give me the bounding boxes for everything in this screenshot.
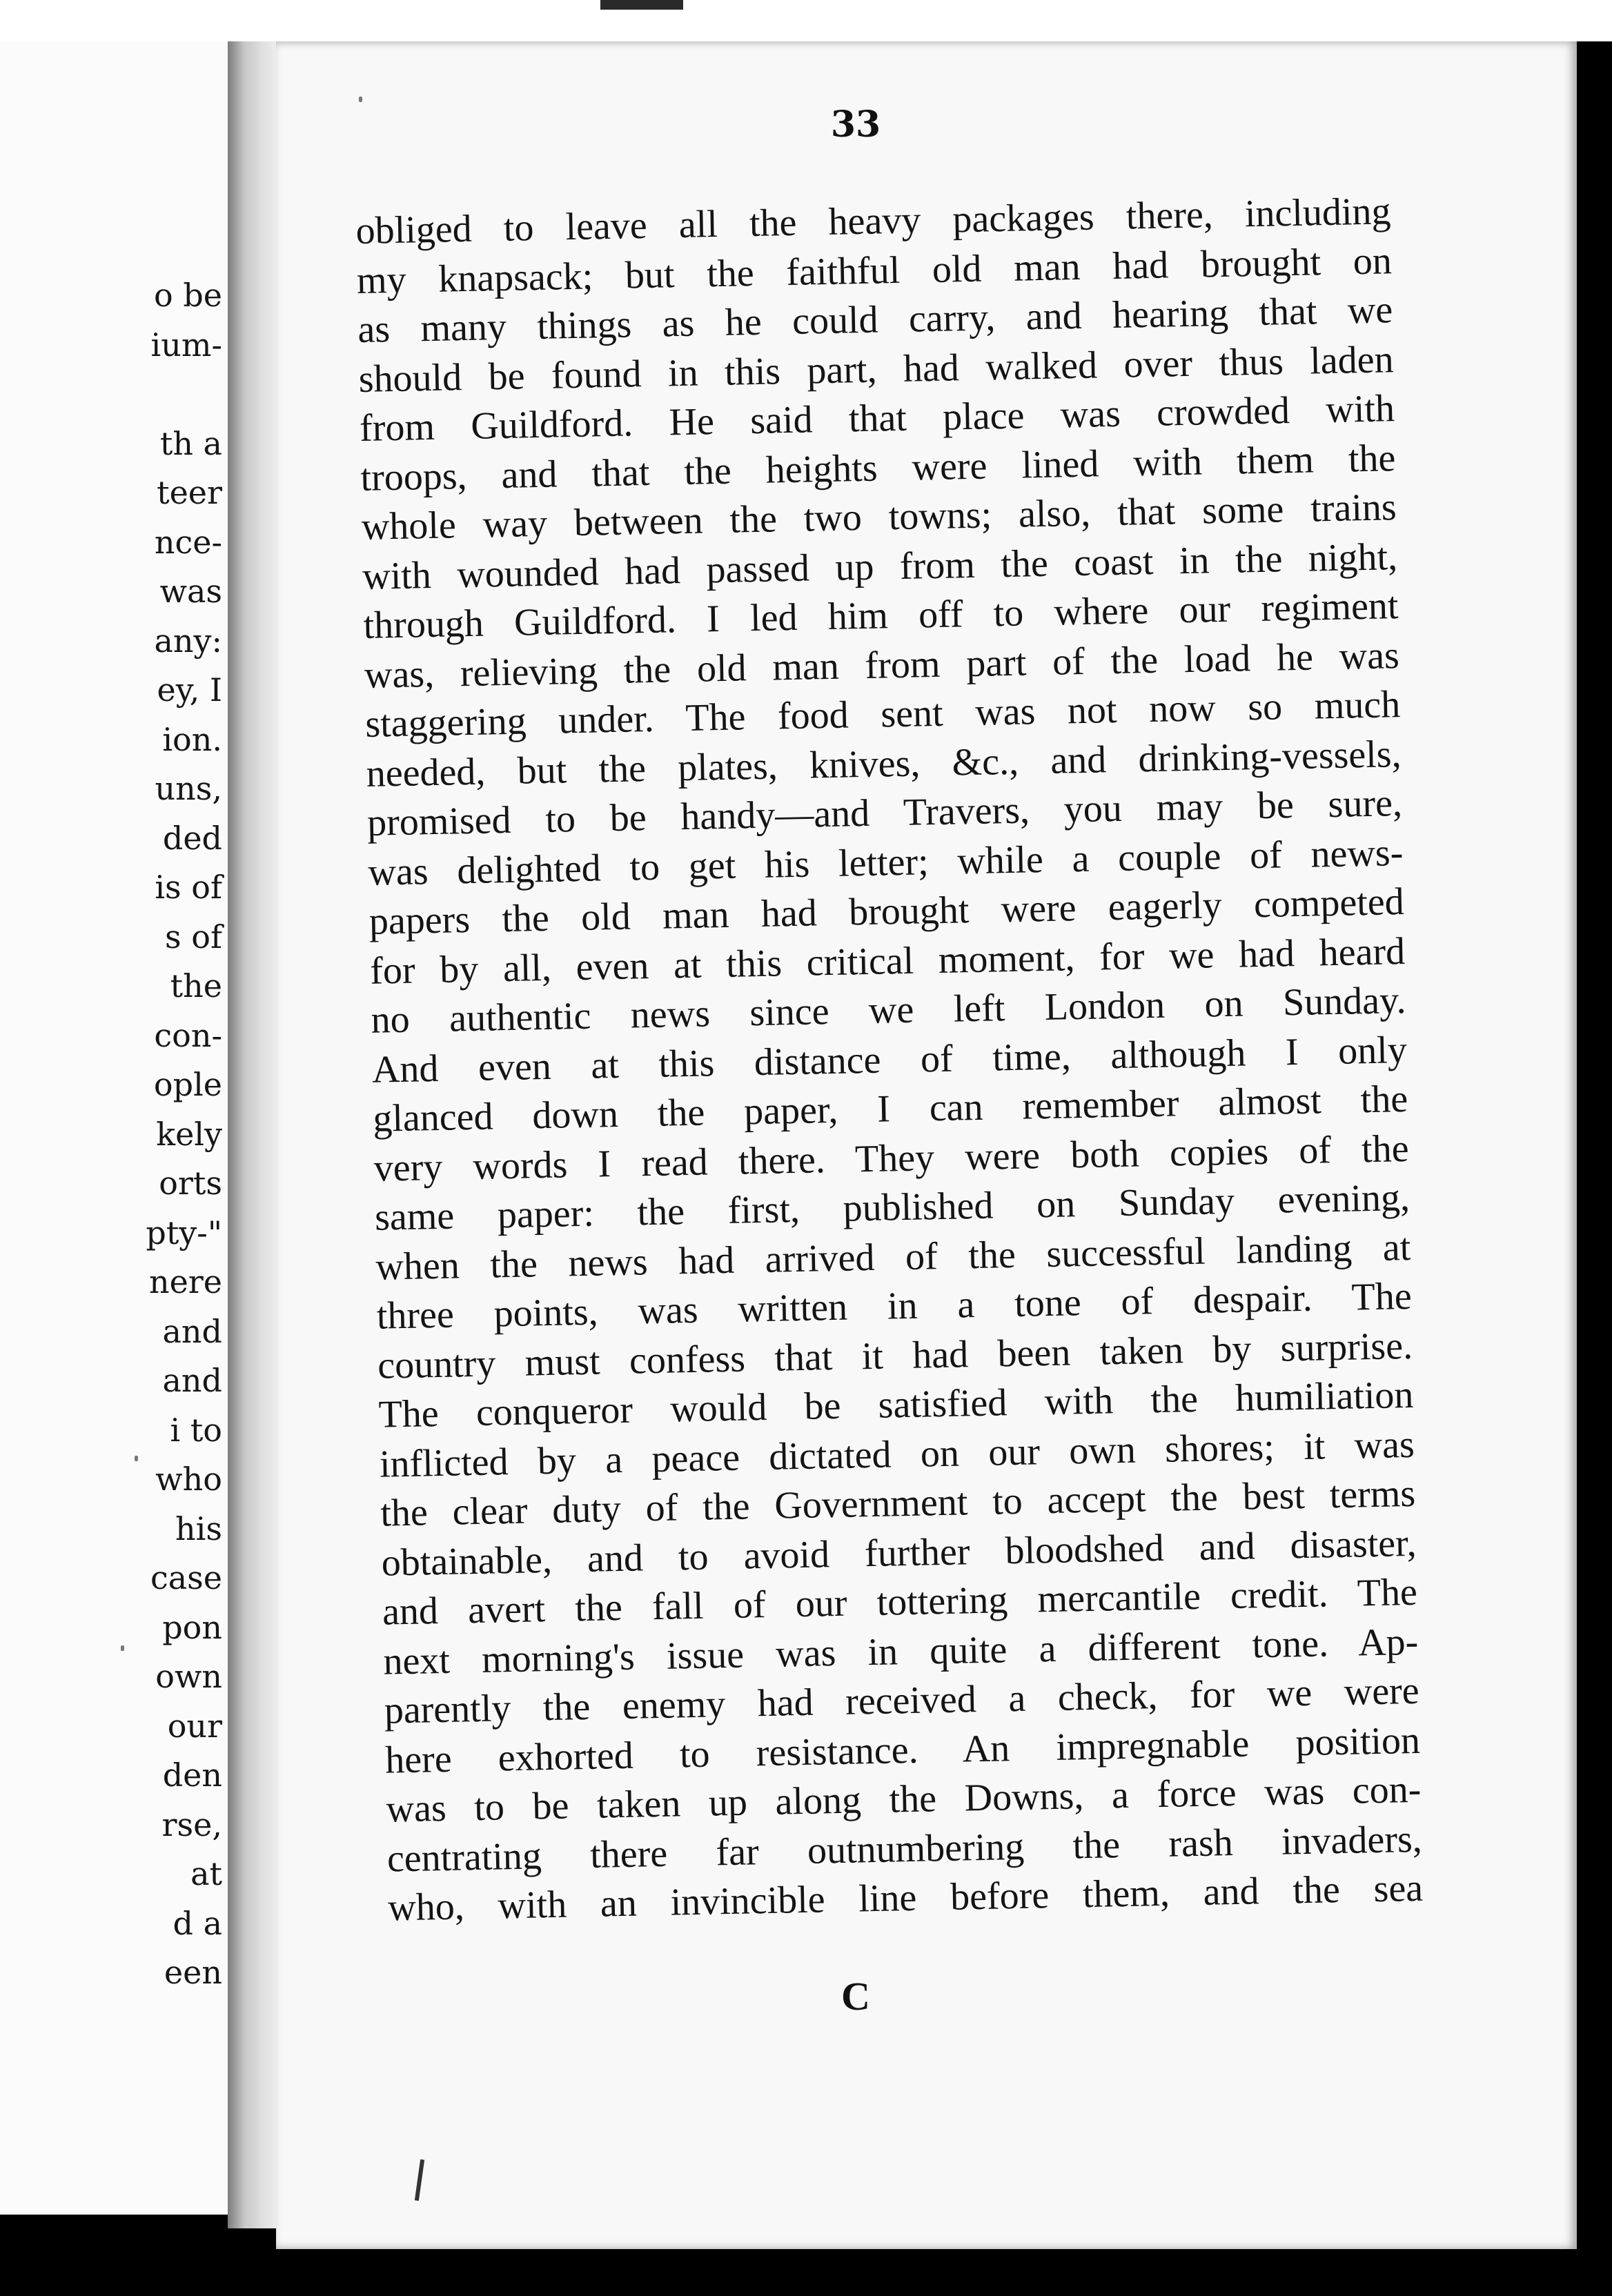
text-line: whole way between the two towns; also, that some trains (361, 486, 1397, 548)
text-line: needed, but the plates, knives, &c., and drinking-vessels, (366, 732, 1402, 795)
left-page-fragment: is of (155, 869, 222, 906)
left-page-fragment: uns, (155, 770, 222, 807)
left-page-fragment: een (164, 1954, 222, 1991)
text-line: obtainable, and to avoid further bloodshed and disaster, (381, 1521, 1417, 1585)
text-line: was to be taken up along the Downs, a force was con- (386, 1768, 1422, 1831)
left-page-fragment: s of (165, 918, 222, 956)
text-line: inflicted by a peace dictated on our own shores; it was (379, 1423, 1415, 1486)
text-line: who, with an invincible line before them, and the sea (387, 1866, 1424, 1930)
text-line: And even at this distance of time, although I only (371, 1028, 1408, 1091)
left-page-fragment: pon (162, 1608, 222, 1646)
left-page-fragment: th a (159, 424, 222, 462)
left-page-fragment: d a (173, 1904, 222, 1942)
left-page (0, 41, 228, 2215)
left-page-fragment: ium- (150, 326, 222, 364)
left-page-fragment: ey, I (157, 671, 222, 709)
scan-top-mark (600, 0, 683, 10)
text-line: was delighted to get his letter; while a couple of news- (367, 831, 1404, 894)
left-page-fragment: i to (170, 1411, 222, 1449)
left-page-fragment: con- (154, 1016, 222, 1054)
scan-bottom-edge (0, 2249, 1612, 2296)
page-number: 33 (830, 103, 881, 146)
text-line: very words I read there. They were both copies of the (373, 1127, 1410, 1190)
left-page-fragments (0, 41, 228, 2215)
text-line: troops, and that the heights were lined with them the (360, 436, 1396, 499)
left-page-fragment: and (162, 1312, 222, 1350)
left-page-fragment: rse, (161, 1805, 222, 1843)
text-line: and avert the fall of our tottering mercantile credit. The (382, 1570, 1418, 1634)
text-line: promised to be handy—and Travers, you may be sure, (366, 782, 1403, 844)
text-line: as many things as he could carry, and hearing that we (357, 288, 1393, 351)
text-line: staggering under. The food sent was not now so much (364, 683, 1401, 746)
signature-mark: C (841, 1974, 870, 2019)
left-page-fragment: ople (153, 1066, 222, 1103)
text-line: three points, was written in a tone of despair. The (376, 1274, 1413, 1338)
left-page-fragment: den (162, 1756, 222, 1794)
left-page-fragment: nere (148, 1263, 222, 1300)
left-page-fragment: pty-" (146, 1214, 222, 1251)
left-page-fragment: case (150, 1559, 222, 1596)
scan-speck (135, 1456, 138, 1461)
text-line: obliged to leave all the heavy packages there, including (355, 190, 1391, 253)
text-line: the clear duty of the Government to accept the best terms (380, 1472, 1416, 1535)
scan-top-edge (0, 0, 1612, 41)
text-line: through Guildford. I led him off to where our regiment (363, 584, 1399, 647)
text-line: next morning's issue was in quite a different tone. Ap- (382, 1620, 1419, 1683)
scan-speck (359, 97, 362, 102)
left-page-fragment: our (167, 1707, 222, 1745)
left-page-fragment: the (170, 967, 222, 1004)
left-page-fragment: o be (154, 277, 222, 314)
text-line: papers the old man had brought were eagerly competed (368, 880, 1405, 943)
text-line: was, relieving the old man from part of the load he was (364, 633, 1400, 697)
left-page-fragment: his (175, 1510, 222, 1547)
left-page-fragment: teer (157, 474, 222, 511)
text-line: when the news had arrived of the successful landing at (375, 1225, 1411, 1289)
text-line: glanced down the paper, I can remember almost the (372, 1077, 1408, 1140)
text-line: parently the enemy had received a check, for we were (384, 1669, 1420, 1732)
left-page-fragment: kely (156, 1115, 222, 1153)
left-page-fragment: at (190, 1855, 222, 1892)
left-page-fragment: orts (159, 1165, 222, 1202)
text-line: same paper: the first, published on Sunday evening, (374, 1176, 1410, 1239)
left-page-fragment: ded (162, 819, 222, 857)
text-line: from Guildford. He said that place was crowded with (359, 387, 1395, 450)
text-line: for by all, even at this critical moment, for we had heard (369, 929, 1406, 993)
left-page-fragment: was (159, 573, 222, 610)
text-line: The conqueror would be satisfied with the humiliation (378, 1373, 1414, 1436)
left-page-fragment: and (162, 1362, 222, 1399)
left-page-fragment: own (155, 1658, 222, 1695)
left-page-fragment: any: (154, 622, 222, 660)
text-line: my knapsack; but the faithful old man had brought on (356, 239, 1393, 302)
text-line: with wounded had passed up from the coast in the night, (362, 535, 1398, 598)
text-line: centrating there far outnumbering the rash invaders, (386, 1817, 1423, 1881)
left-page-fragment: ion. (162, 720, 222, 758)
text-line: no authentic news since we left London on Sunday. (371, 978, 1406, 1042)
book-gutter (228, 41, 276, 2228)
scan-speck (121, 1645, 124, 1651)
text-line: country must confess that it had been taken by surprise. (377, 1324, 1413, 1387)
body-text (355, 187, 1424, 1933)
scan-right-edge (1577, 41, 1612, 2296)
left-page-fragment: who (155, 1461, 222, 1498)
text-line: should be found in this part, had walked over thus laden (358, 337, 1395, 401)
text-line: here exhorted to resistance. An impregnable position (384, 1719, 1421, 1782)
left-page-fragment: nce- (154, 523, 222, 561)
